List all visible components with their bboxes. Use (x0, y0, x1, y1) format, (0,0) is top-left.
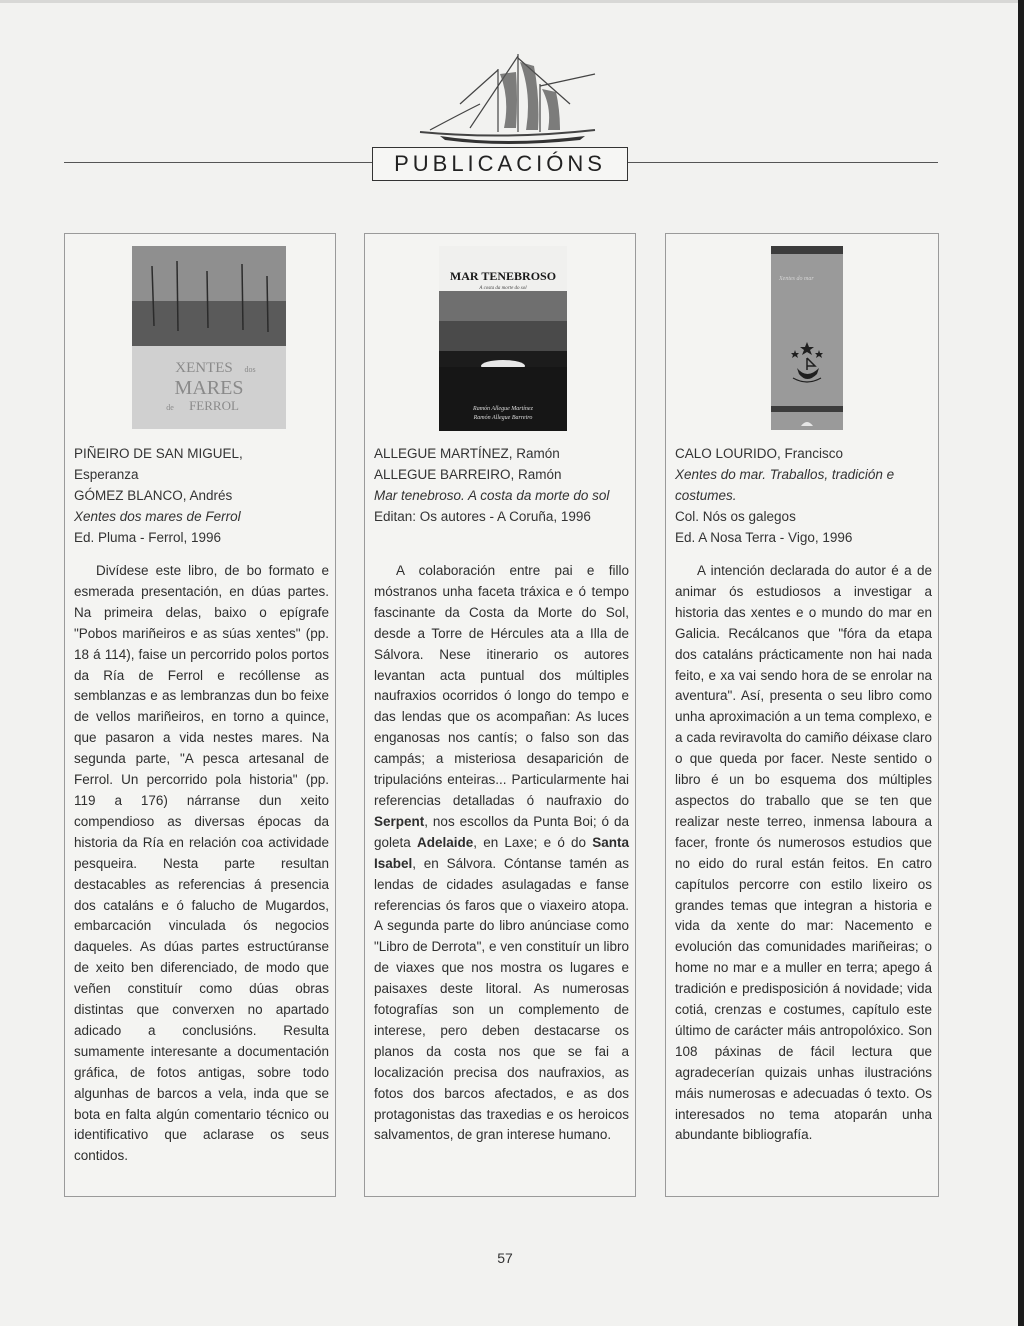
book-cover-xentes-dos-mares (132, 246, 286, 429)
review-text-part: , en Sálvora. Cóntanse tamén as lendas de cidades asulagadas e fanse referencias ós faros que o viaxeiro atopa. A segunda parte do libro anúnciase como "Libro de Derrota", e ven constituír un libro de viaxes que nos mostra os lugares e paisaxes deste litoral. As numerosas fotografías son un complemento de interese, pero deben destacarse os planos da costa nos que se fai a localización precisa dos naufraxios, as fotos dos barcos afectados, e as dos protagonistas das traxedias e os heroicos salvamentos, de gran interese humano. (374, 855, 629, 1143)
ship-name-serpent: Serpent (374, 813, 425, 829)
publisher-line: Ed. A Nosa Terra - Vigo, 1996 (675, 530, 853, 545)
ship-name-adelaide: Adelaide (416, 834, 474, 850)
book-cover-mar-tenebroso (439, 246, 567, 431)
cover-text-de: de (166, 403, 174, 412)
cover-title: MAR TENEBROSO (449, 269, 557, 283)
publisher-line: Editan: Os autores - A Coruña, 1996 (374, 509, 591, 524)
cover-text-xentes: XENTES (175, 360, 233, 376)
book-meta-3 (675, 443, 932, 548)
cover-text-ferrol: FERROL (189, 398, 239, 413)
book-title: Xentes dos mares de Ferrol (74, 509, 241, 524)
book-review-2 (364, 233, 636, 1197)
section-title: PUBLICACIÓNS (372, 147, 628, 181)
ship-icon (400, 44, 610, 149)
book-title: Mar tenebroso. A costa da morte do sol (374, 488, 610, 503)
cover-author-2: Ramón Allegue Barreiro (473, 415, 533, 421)
book-meta-2 (374, 443, 629, 527)
author-line-2: Esperanza (74, 467, 139, 482)
cover-author-1: Ramón Allegue Martínez (473, 406, 533, 412)
review-text-part: A colaboración entre pai e fillo móstranos unha faceta tráxica e ó tempo fascinante da Costa da Morte do Sol, desde a Torre de Hércules ata a Illa de Sálvora. Nese itinerario os autores levantan acta puntual dos múltiples naufraxios ocorridos ó longo do tempo e das lendas que os acompañan: As luces enganosas nos cantís; o falso son das campás; a misteriosa desaparición de tripulacións enteiras... Particularmente hai referencias detalladas ó naufraxio do (374, 563, 629, 808)
book-cover-xentes-do-mar (771, 246, 843, 430)
series-line: Col. Nós os galegos (675, 509, 796, 524)
author-line-2: ALLEGUE BARREIRO, Ramón (374, 467, 562, 482)
review-text (374, 561, 629, 1146)
page-number: 57 (497, 1250, 513, 1266)
publisher-line: Ed. Pluma - Ferrol, 1996 (74, 530, 222, 545)
author-line-1: CALO LOURIDO, Francisco (675, 446, 844, 461)
header-rule-left (64, 162, 372, 163)
review-text: A intención declarada do autor é a de animar ós estudiosos a investigar a historia das xentes e o mundo do mar en Galicia. Recálcanos que "fóra da etapa dos cataláns prácticamente non hai nada feito, e xa vai sendo hora de se enrolar na aventura". Así, presenta o seu libro como unha aproximación a un tema complexo, e a cada reviravolta do camiño déixase claro o que queda por facer. Neste sentido o libro é un bo esquema dos múltiples aspectos do traballo que se ten que realizar neste terreo, inmensa laboura a facer, fronte ós numerosos estudios que no eido do rural están feitos. En catro capítulos percorre con estilo lixeiro os grandes temas que integran a historia e vida da xente do mar: Nacemento e evolución das comunidades mariñeiras; o home no mar e a muller en terra; apego á tradición e predisposición á novidade; vida cotiá, crenzas e costumes, capítulo este último de carácter máis antropolóxico. Son 108 páxinas de fácil lectura que agradecerían quizais unhas ilustracións máis numerosas e adecuadas ó texto. Os interesados no tema atoparán unha abundante bibliografía. (675, 563, 932, 1143)
review-text-part: , en Laxe; e ó do (473, 834, 593, 850)
book-review-3 (665, 233, 939, 1197)
cover-text-dos: dos (244, 365, 256, 374)
cover-title: Xentes do mar (779, 276, 814, 282)
author-line-3: GÓMEZ BLANCO, Andrés (74, 488, 233, 503)
author-line-1: ALLEGUE MARTÍNEZ, Ramón (374, 446, 560, 461)
book-review-1 (64, 233, 336, 1197)
book-title: Xentes do mar. Traballos, tradición e costumes. (675, 467, 895, 503)
scan-right-edge (1018, 0, 1024, 1326)
review-text: Divídese este libro, de bo formato e esmerada presentación, en dúas partes. Na primeira delas, baixo o epígrafe "Pobos mariñeiros e as súas xentes" (pp. 18 á 114), faise un percorrido polos portos da Ría de Ferrol e recóllense as semblanzas e as lembranzas dun bo feixe de vellos mariñeiros, en torno a quince, que pasaron a vida nestes mares. Na segunda parte, "A pesca artesanal de Ferrol. Un percorrido pola historia" (pp. 119 a 176) nárranse dun xeito compendioso as diversas épocas da historia da Ría en relación coa actividade pesqueira. Nesta parte resultan destacables as referencias á presencia dos cataláns e ó falucho de Mugardos, embarcación vinculada ós negocios daqueles. As dúas partes estructúranse de xeito ben diferenciado, de modo que veñen constituír como dúas obras distintas que converxen no apartado adicado a conclusións. Resulta sumamente interesante a documentación gráfica, de fotos antigas, sobre todo algunhas de barcos a vela, inda que se bota en falta algún comentario técnico ou identificativo que aclarase os seus contidos. (74, 563, 329, 1164)
header-rule-right (628, 162, 938, 163)
review-text-part: , nos escollos da Punta Boi; ó da goleta (374, 813, 629, 850)
cover-text-mares: MARES (174, 377, 244, 399)
cover-subtitle: A costa da morte do sol (479, 286, 527, 291)
book-meta-1 (74, 443, 329, 548)
author-line-1: PIÑEIRO DE SAN MIGUEL, (74, 446, 243, 461)
ship-name-santa-isabel: Santa Isabel (374, 834, 629, 871)
scan-top-edge (0, 0, 1024, 3)
